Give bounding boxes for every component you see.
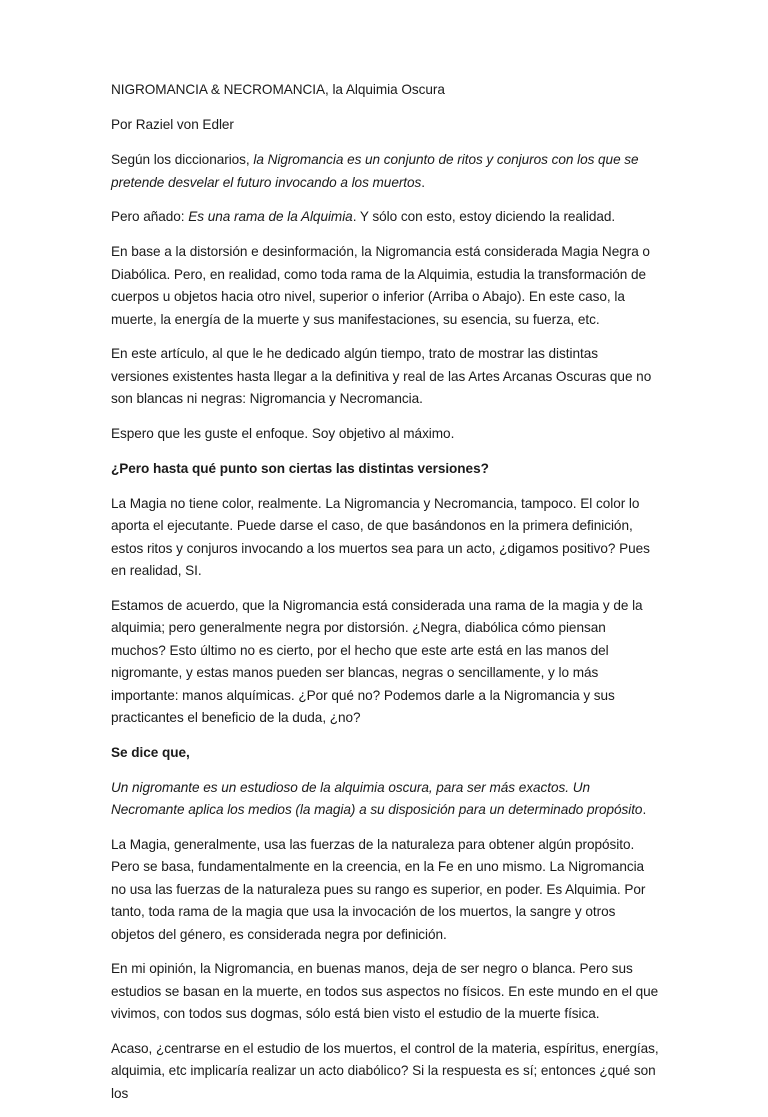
paragraph-approach: Espero que les guste el enfoque. Soy objetivo al máximo. — [111, 425, 455, 441]
paragraph-magia: La Magia, generalmente, usa las fuerzas de la naturaleza para obtener algún propósito. Pero se basa, fundamentalmente en la creencia, en la Fe en uno mismo. La Nigromancia no usa las fuerzas de la naturaleza pues su rango es superior, en poder. Es Alquimia. Por tanto, toda rama de la magia que usa la invocación de los muertos, la sangre y otros objetos del género, es considerada negra por definición. — [111, 836, 646, 942]
paragraph-definition-intro: Según los diccionarios, — [111, 152, 254, 167]
paragraph-nigromante-quote: Un nigromante es un estudioso de la alquimia oscura, para ser más exactos. Un Necromante aplica los medios (la magia) a su disposición para un determinado propósito — [111, 779, 643, 817]
paragraph-nigromante-definition — [111, 777, 659, 822]
document-body — [111, 79, 659, 1117]
paragraph-article: En este artículo, al que le he dedicado algún tiempo, trato de mostrar las distintas versiones existentes hasta llegar a la definitiva y real de las Artes Arcanas Oscuras que no son blancas ni negras: Nigromancia y Necromancia. — [111, 346, 652, 406]
paragraph-definition-end: . — [421, 174, 426, 190]
paragraph-opinion: En mi opinión, la Nigromancia, en buenas manos, deja de ser negro o blanca. Pero sus estudios se basan en la muerte, en todos sus aspectos no físicos. En este mundo en el que vivimos, con todos sus dogmas, sólo está bien visto el estudio de la muerte física. — [111, 961, 659, 1021]
paragraph-nigromante-end: . — [642, 802, 647, 817]
paragraph-definition — [111, 149, 659, 194]
paragraph-color: La Magia no tiene color, realmente. La Nigromancia y Necromancia, tampoco. El color lo aporta el ejecutante. Puede darse el caso, de que basándonos en la primera definición, estos ritos y conjuros invocando a los muertos sea para un acto, ¿digamos positivo? Pues en realidad, SI. — [111, 495, 650, 578]
heading-versions: ¿Pero hasta qué punto son ciertas las distintas versiones? — [111, 460, 489, 476]
paragraph-definition-quote: la Nigromancia es un conjunto de ritos y conjuros con los que se pretende desvelar el futuro invocando a los muertos — [111, 152, 639, 190]
paragraph-addition-emphasis: Es una rama de la Alquimia — [188, 209, 353, 224]
paragraph-addition — [111, 206, 659, 229]
document-title: NIGROMANCIA & NECROMANCIA, la Alquimia Oscura — [111, 82, 445, 97]
paragraph-addition-end: . Y sólo con esto, estoy diciendo la realidad. — [352, 209, 616, 224]
author-line: Por Raziel von Edler — [111, 117, 234, 132]
heading-se-dice: Se dice que, — [111, 744, 190, 760]
paragraph-distortion: En base a la distorsión e desinformación, la Nigromancia está considerada Magia Negra o Diabólica. Pero, en realidad, como toda rama de la Alquimia, estudia la transformación de cuerpos u objetos hacia otro nivel, superior o inferior (Arriba o Abajo). En este caso, la muerte, la energía de la muerte y sus manifestaciones, su esencia, su fuerza, etc. — [111, 244, 650, 327]
paragraph-agreement: Estamos de acuerdo, que la Nigromancia está considerada una rama de la magia y de la alquimia; pero generalmente negra por distorsión. ¿Negra, diabólica cómo piensan muchos? Esto último no es cierto, por el hecho que este arte está en las manos del nigromante, y estas manos pueden ser blancas, negras o sencillamente, y lo más importante: manos alquímicas. ¿Por qué no? Podemos darle a la Nigromancia y sus practicantes el beneficio de la duda, ¿no? — [111, 597, 643, 725]
paragraph-acaso: Acaso, ¿centrarse en el estudio de los muertos, el control de la materia, espíritus, energías, alquimia, etc implicaría realizar un acto diabólico? Si la respuesta es sí; entonces ¿qué son los — [111, 1040, 659, 1101]
paragraph-addition-intro: Pero añado: — [111, 209, 189, 224]
